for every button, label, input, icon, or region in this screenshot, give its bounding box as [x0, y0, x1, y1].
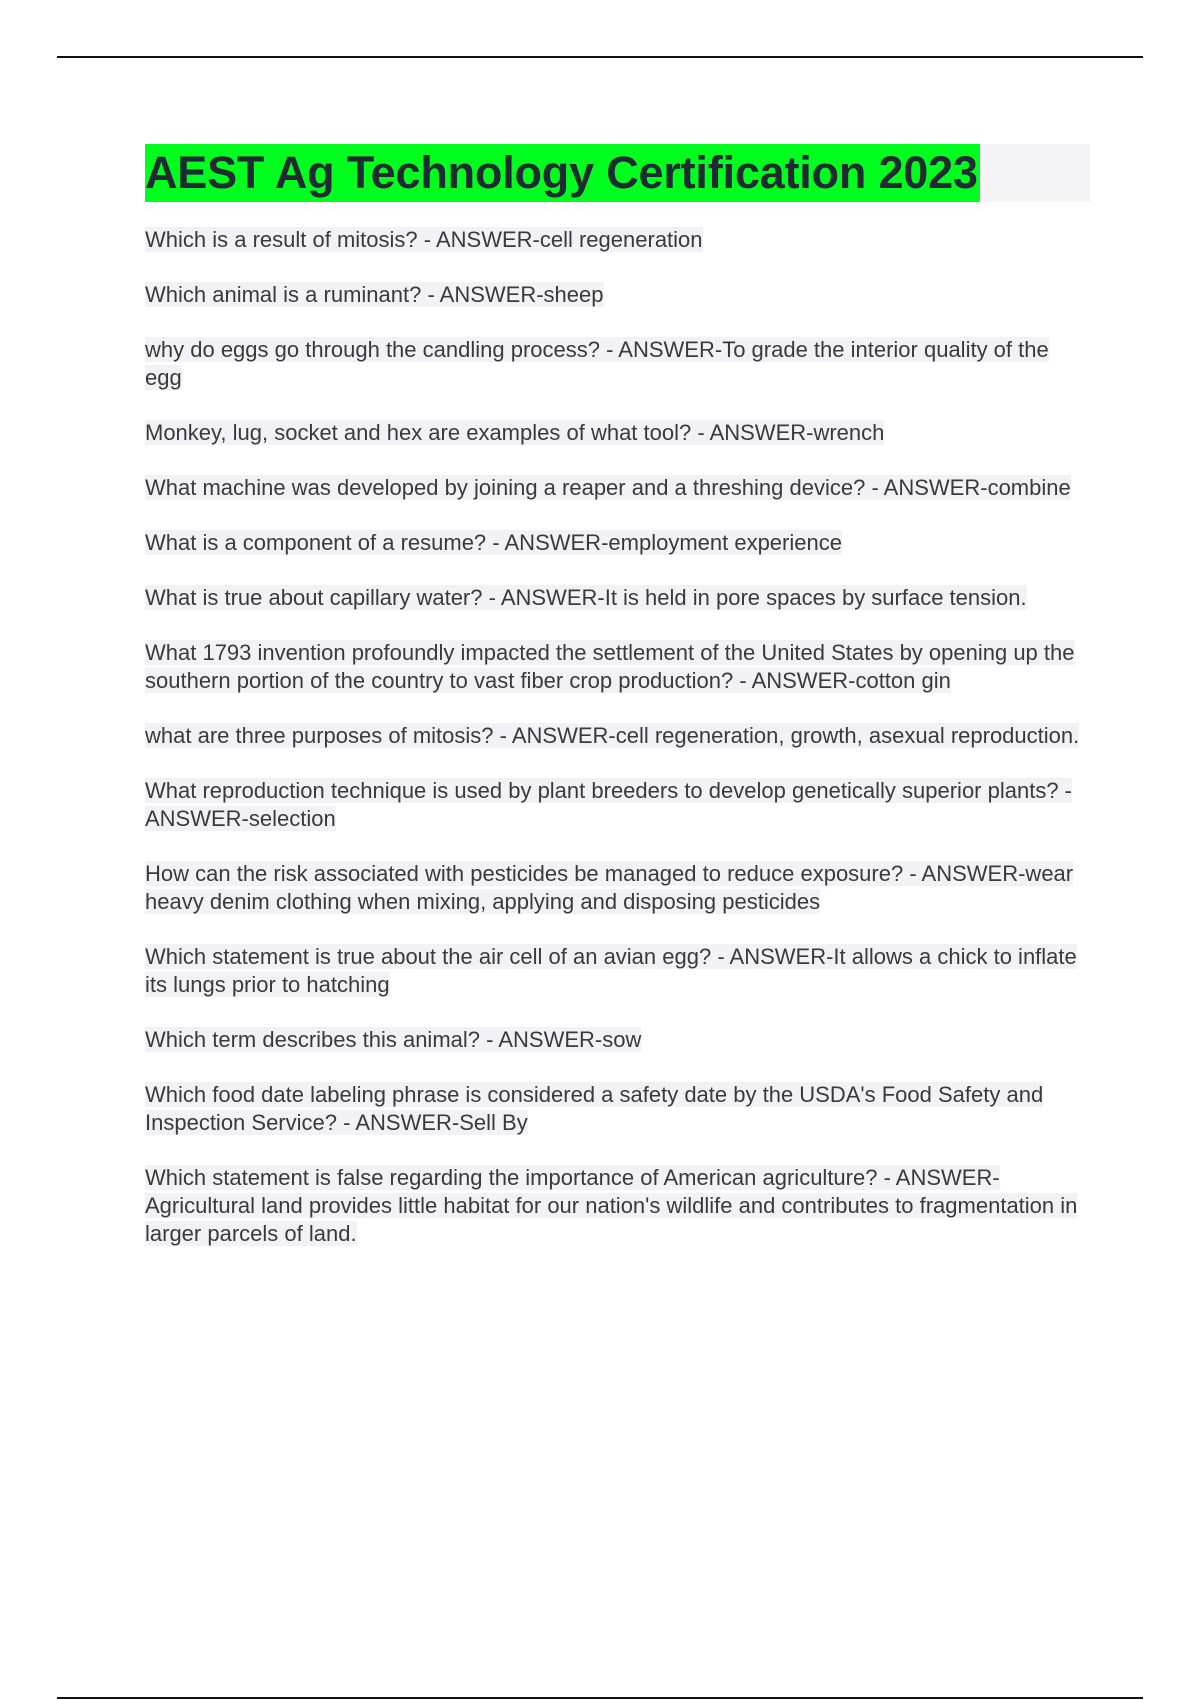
document-title: AEST Ag Technology Certification 2023 — [145, 144, 980, 202]
qa-item: Which statement is false regarding the importance of American agriculture? - ANSWER-Agricultural land provides little habitat for our nation's wildlife and contributes to fragmentation in larger parcels of land. — [145, 1165, 1078, 1246]
qa-item: Which statement is true about the air cell of an avian egg? - ANSWER-It allows a chick to inflate its lungs prior to hatching — [145, 944, 1077, 997]
qa-item: What machine was developed by joining a reaper and a threshing device? - ANSWER-combine — [145, 475, 1071, 500]
qa-item: How can the risk associated with pesticides be managed to reduce exposure? - ANSWER-wear heavy denim clothing when mixing, applying and disposing pesticides — [145, 861, 1074, 914]
title-bar — [145, 144, 1090, 202]
qa-item: Monkey, lug, socket and hex are examples of what tool? - ANSWER-wrench — [145, 420, 885, 445]
qa-item: Which food date labeling phrase is considered a safety date by the USDA's Food Safety and Inspection Service? - ANSWER-Sell By — [145, 1082, 1044, 1135]
qa-item: why do eggs go through the candling process? - ANSWER-To grade the interior quality of the egg — [145, 337, 1049, 390]
qa-item: Which animal is a ruminant? - ANSWER-sheep — [145, 282, 604, 307]
qa-item: What reproduction technique is used by plant breeders to develop genetically superior plants? - ANSWER-selection — [145, 778, 1072, 831]
qa-item: what are three purposes of mitosis? - ANSWER-cell regeneration, growth, asexual reproduction. — [145, 723, 1080, 748]
header-rule — [57, 56, 1143, 58]
qa-item: Which term describes this animal? - ANSWER-sow — [145, 1027, 642, 1052]
qa-item: What is true about capillary water? - ANSWER-It is held in pore spaces by surface tension. — [145, 585, 1027, 610]
footer-rule — [57, 1697, 1143, 1699]
qa-item: Which is a result of mitosis? - ANSWER-cell regeneration — [145, 227, 703, 252]
document-body — [145, 144, 1090, 1275]
qa-item: What is a component of a resume? - ANSWER-employment experience — [145, 530, 842, 555]
qa-item: What 1793 invention profoundly impacted the settlement of the United States by opening up the southern portion of the country to vast fiber crop production? - ANSWER-cotton gin — [145, 640, 1075, 693]
